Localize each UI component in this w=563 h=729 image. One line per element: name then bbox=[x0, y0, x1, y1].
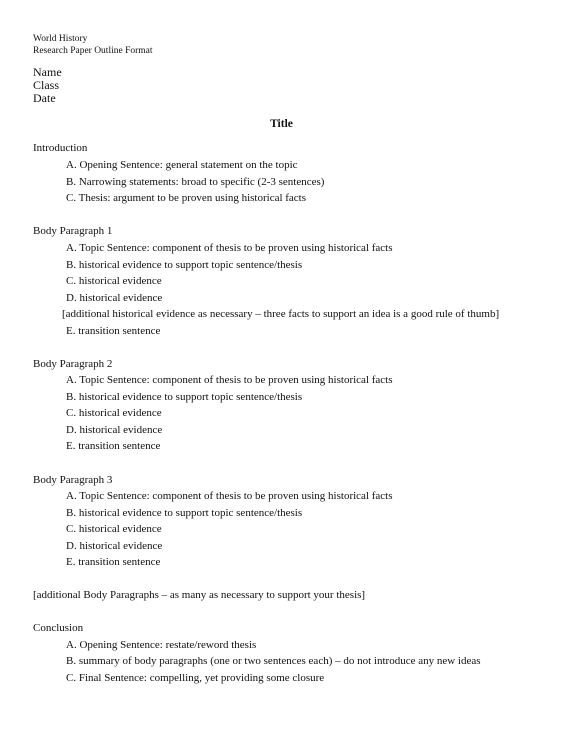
course-name: World History bbox=[33, 34, 88, 44]
list-item: C. historical evidence bbox=[66, 407, 162, 419]
student-info bbox=[33, 66, 62, 105]
additional-evidence-note: [additional historical evidence as necessary – three facts to support an idea is a good rule of thumb] bbox=[62, 308, 500, 320]
list-item: B. Narrowing statements: broad to specific (2-3 sentences) bbox=[66, 176, 325, 188]
list-item: B. historical evidence to support topic sentence/thesis bbox=[66, 507, 303, 519]
list-item: C. historical evidence bbox=[66, 523, 162, 535]
conclusion-heading: Conclusion bbox=[33, 622, 84, 634]
introduction-heading: Introduction bbox=[33, 142, 88, 154]
list-item: A. Topic Sentence: component of thesis to be proven using historical facts bbox=[66, 374, 393, 386]
document-subtitle: Research Paper Outline Format bbox=[33, 46, 153, 56]
document-header bbox=[33, 33, 153, 57]
list-item: B. summary of body paragraphs (one or two sentences each) – do not introduce any new ideas bbox=[66, 655, 481, 667]
class-label: Class bbox=[33, 78, 60, 92]
body-paragraph-1-heading: Body Paragraph 1 bbox=[33, 225, 113, 237]
additional-paragraphs-note: [additional Body Paragraphs – as many as necessary to support your thesis] bbox=[33, 589, 366, 601]
body-paragraph-3-heading: Body Paragraph 3 bbox=[33, 474, 113, 486]
list-item: E. transition sentence bbox=[66, 556, 161, 568]
list-item: E. transition sentence bbox=[66, 325, 161, 337]
list-item: E. transition sentence bbox=[66, 440, 161, 452]
list-item: A. Topic Sentence: component of thesis to be proven using historical facts bbox=[66, 242, 393, 254]
list-item: C. historical evidence bbox=[66, 275, 162, 287]
list-item: A. Opening Sentence: restate/reword thesis bbox=[66, 639, 257, 651]
list-item: A. Topic Sentence: component of thesis to be proven using historical facts bbox=[66, 490, 393, 502]
body-paragraph-2-heading: Body Paragraph 2 bbox=[33, 358, 113, 370]
name-label: Name bbox=[33, 65, 62, 79]
list-item: D. historical evidence bbox=[66, 540, 163, 552]
list-item: C. Final Sentence: compelling, yet providing some closure bbox=[66, 672, 325, 684]
list-item: B. historical evidence to support topic sentence/thesis bbox=[66, 391, 303, 403]
list-item: A. Opening Sentence: general statement on the topic bbox=[66, 159, 298, 171]
list-item: C. Thesis: argument to be proven using historical facts bbox=[66, 192, 307, 204]
list-item: D. historical evidence bbox=[66, 424, 163, 436]
page-title: Title bbox=[270, 118, 293, 130]
list-item: B. historical evidence to support topic sentence/thesis bbox=[66, 259, 303, 271]
date-label: Date bbox=[33, 91, 56, 105]
list-item: D. historical evidence bbox=[66, 292, 163, 304]
